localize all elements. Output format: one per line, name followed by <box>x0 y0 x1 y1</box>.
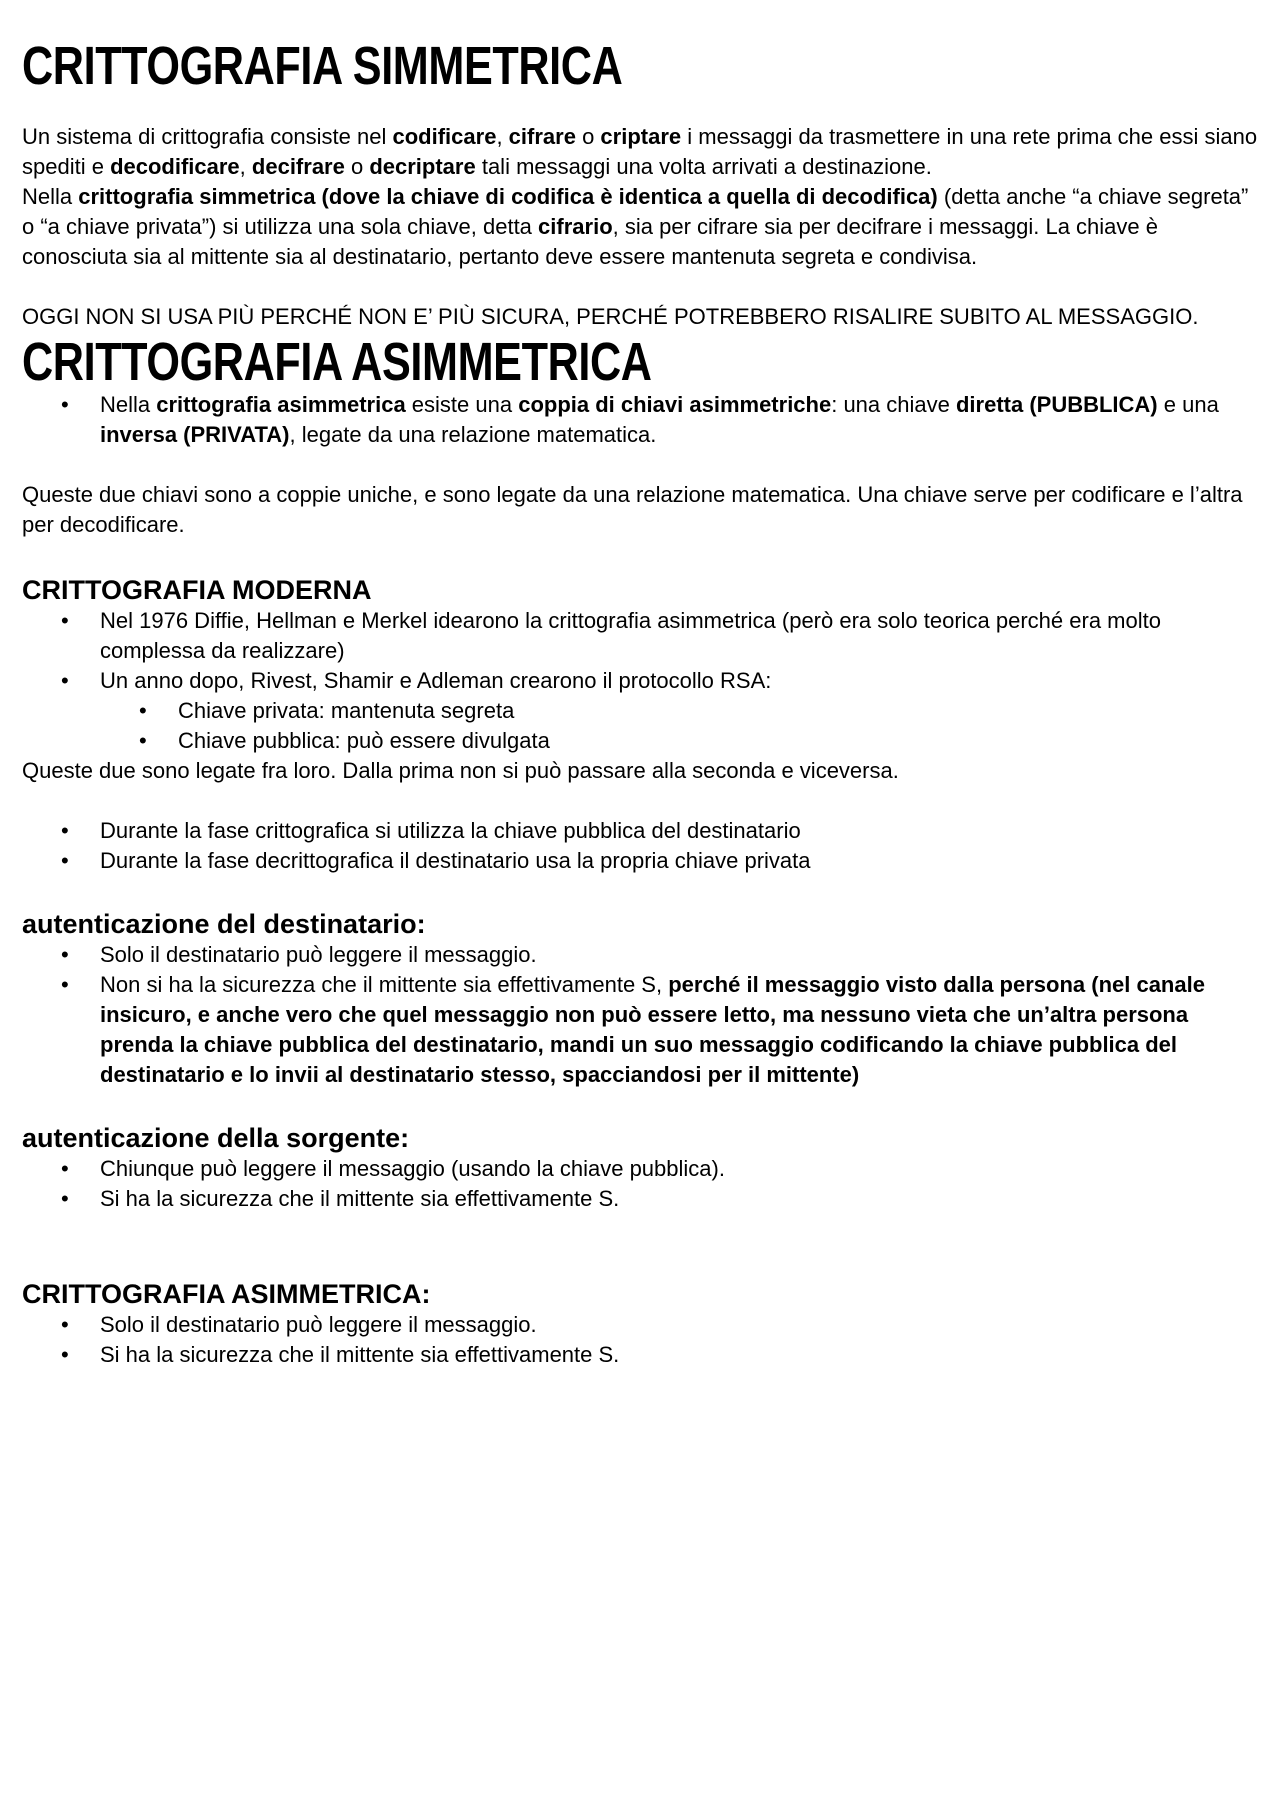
list-autenticazione-sorgente <box>22 1154 1262 1214</box>
heading-crittografia-moderna: CRITTOGRAFIA MODERNA <box>22 575 372 605</box>
list-item: • Chiave privata: mantenuta segreta <box>22 696 1262 726</box>
list-item: • Si ha la sicurezza che il mittente sia effettivamente S. <box>22 1340 1262 1370</box>
heading-crittografia-asimmetrica-2: CRITTOGRAFIA ASIMMETRICA: <box>22 1279 431 1309</box>
list-item: • Nel 1976 Diffie, Hellman e Merkel idearono la crittografia asimmetrica (però era solo teorica perché era molto complessa da realizzare) <box>22 606 1262 666</box>
paragraph-legate-fra-loro: Queste due sono legate fra loro. Dalla prima non si può passare alla seconda e viceversa. <box>22 758 899 783</box>
list-item: • Chiunque può leggere il messaggio (usando la chiave pubblica). <box>22 1154 1262 1184</box>
paragraph-coppie-uniche: Queste due chiavi sono a coppie uniche, e sono legate da una relazione matematica. Una chiave serve per codificare e l’altra per decodificare. <box>22 482 1243 537</box>
list-autenticazione-destinatario <box>22 940 1262 1090</box>
list-item: • Nella crittografia asimmetrica esiste una coppia di chiavi asimmetriche: una chiave diretta (PUBBLICA) e una inversa (PRIVATA), legate da una relazione matematica. <box>22 390 1262 450</box>
title-crittografia-asimmetrica: CRITTOGRAFIA ASIMMETRICA <box>22 332 652 392</box>
note-oggi-non-si-usa: OGGI NON SI USA PIÙ PERCHÉ NON E’ PIÙ SICURA, PERCHÉ POTREBBERO RISALIRE SUBITO AL MESSAGGIO. <box>22 304 1199 329</box>
heading-autenticazione-destinatario: autenticazione del destinatario: <box>22 909 426 939</box>
list-item: • Solo il destinatario può leggere il messaggio. <box>22 1310 1262 1340</box>
list-asimmetrica <box>22 390 1262 450</box>
document-page <box>22 38 1262 1370</box>
paragraph-crittografia-simmetrica: Nella crittografia simmetrica (dove la chiave di codifica è identica a quella di decodifica) (detta anche “a chiave segreta” o “a chiave privata”) si utilizza una sola chiave, detta cifrario, sia per cifrare sia per decifrare i messaggi. La chiave è conosciuta sia al mittente sia al destinatario, pertanto deve essere mantenuta segreta e condivisa. <box>22 184 1249 269</box>
sublist-rsa <box>22 696 1262 756</box>
list-crittografia-asimmetrica-2 <box>22 1310 1262 1370</box>
list-item: • Un anno dopo, Rivest, Shamir e Adleman crearono il protocollo RSA: <box>22 666 1262 696</box>
heading-autenticazione-sorgente: autenticazione della sorgente: <box>22 1123 410 1153</box>
list-moderna <box>22 606 1262 696</box>
list-item: • Durante la fase crittografica si utilizza la chiave pubblica del destinatario <box>22 816 1262 846</box>
list-item: • Durante la fase decrittografica il destinatario usa la propria chiave privata <box>22 846 1262 876</box>
list-item: • Si ha la sicurezza che il mittente sia effettivamente S. <box>22 1184 1262 1214</box>
list-item: • Non si ha la sicurezza che il mittente sia effettivamente S, perché il messaggio visto dalla persona (nel canale insicuro, e anche vero che quel messaggio non può essere letto, ma nessuno vieta che un’altra persona prenda la chiave pubblica del destinatario, mandi un suo messaggio codificando la chiave pubblica del destinatario e lo invii al destinatario stesso, spacciandosi per il mittente) <box>22 970 1262 1090</box>
list-item: • Solo il destinatario può leggere il messaggio. <box>22 940 1262 970</box>
list-fasi <box>22 816 1262 876</box>
title-crittografia-simmetrica: CRITTOGRAFIA SIMMETRICA <box>22 36 623 96</box>
paragraph-sistema-crittografia: Un sistema di crittografia consiste nel codificare, cifrare o criptare i messaggi da trasmettere in una rete prima che essi siano spediti e decodificare, decifrare o decriptare tali messaggi una volta arrivati a destinazione. <box>22 124 1258 179</box>
list-item: • Chiave pubblica: può essere divulgata <box>22 726 1262 756</box>
